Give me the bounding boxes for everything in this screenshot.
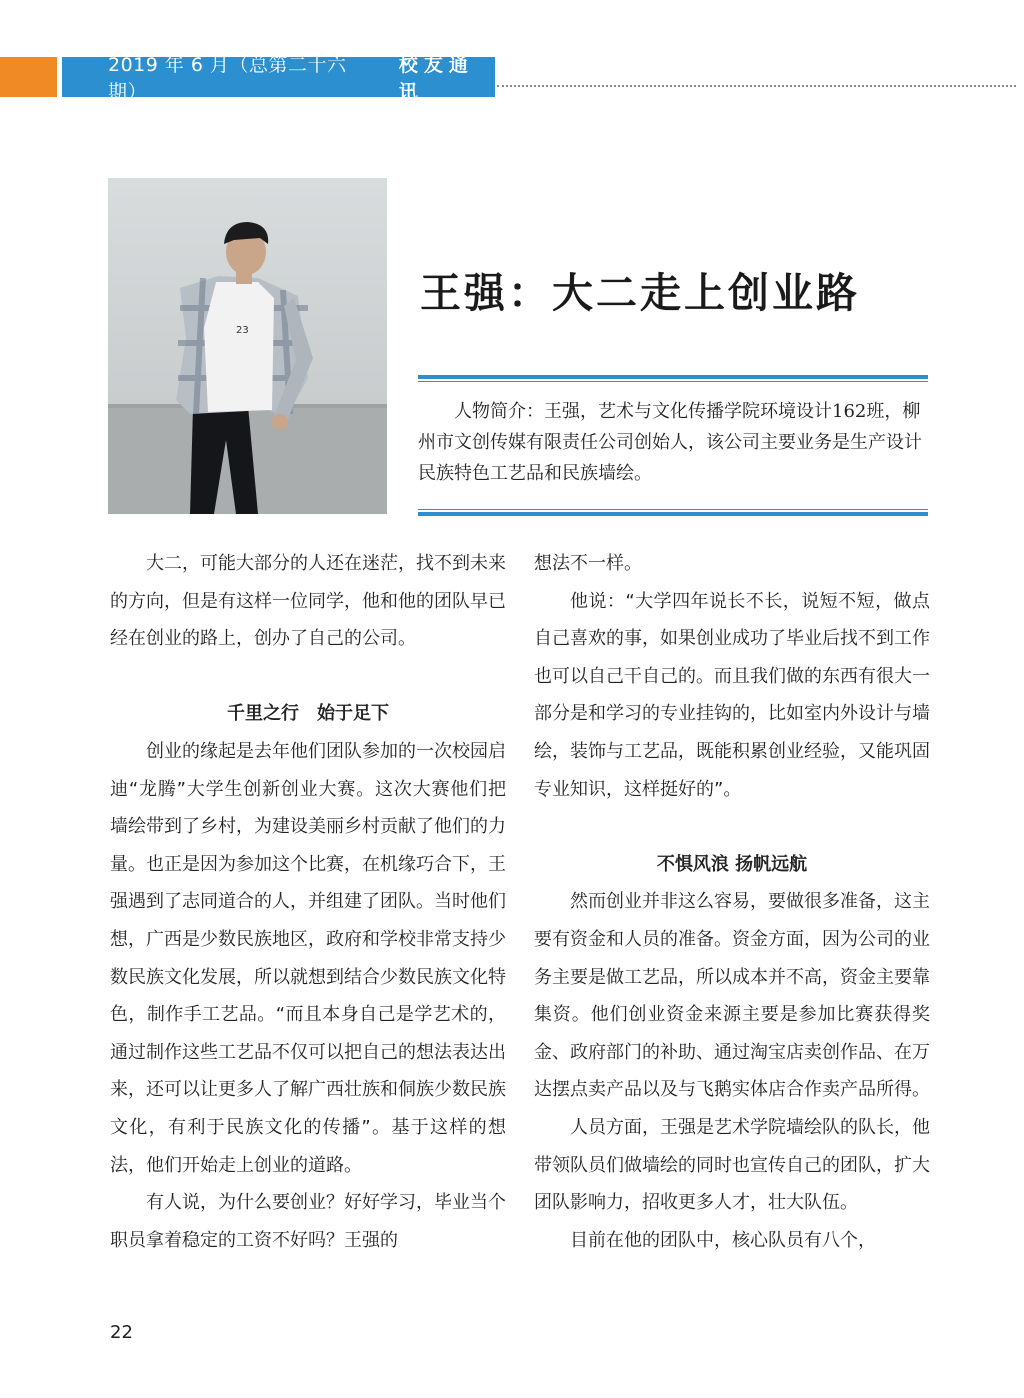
bio-box [418,396,928,489]
profile-photo [108,178,387,514]
paragraph: 想法不一样。 [534,553,642,574]
shirt-number: 23 [236,325,249,336]
paragraph: 人员方面，王强是艺术学院墙绘队的队长，他带领队员们做墙绘的同时也宣传自己的团队，扩大团队影响力，招收更多人才，壮大队伍。 [534,1116,930,1214]
bio-text: 王强，艺术与文化传播学院环境设计162班，柳州市文创传媒有限责任公司创始人，该公司主要业务是生产设计民族特色工艺品和民族墙绘。 [418,401,922,484]
paragraph: 有人说，为什么要创业？好好学习，毕业当个职员拿着稳定的工资不好吗？王强的 [110,1192,506,1251]
page-number: 22 [110,1322,133,1343]
section-heading: 千里之行 始于足下 [227,703,389,725]
paragraph: 他说：“大学四年说长不长，说短不短，做点自己喜欢的事，如果创业成功了毕业后找不到工作也可以自己干自己的。而且我们做的东西有很大一部分是和学习的专业挂钩的，比如室内外设计与墙绘，装饰与工艺品，既能积累创业经验，又能巩固专业知识，这样挺好的”。 [534,590,930,800]
bio-label: 人物简介： [454,401,544,422]
article-title: 王强：大二走上创业路 [420,269,860,317]
section-heading: 不惧风浪 扬帆远航 [656,853,808,875]
publication-name: 校友通讯 [398,54,474,103]
header-dotted-rule [497,85,1016,87]
paragraph: 创业的缘起是去年他们团队参加的一次校园启迪“龙腾”大学生创新创业大赛。这次大赛他们把墙绘带到了乡村，为建设美丽乡村贡献了他们的力量。也正是因为参加这个比赛，在机缘巧合下，王强遇到了志同道合的人，并组建了团队。当时他们想，广西是少数民族地区，政府和学校非常支持少数民族文化发展，所以就想到结合少数民族文化特色，制作手工艺品。“而且本身自己是学艺术的，通过制作这些工艺品不仅可以把自己的想法表达出来，还可以让更多人了解广西壮族和侗族少数民族文化，有利于民族文化的传播”。基于这样的想法，他们开始走上创业的道路。 [110,740,506,1176]
right-column [534,545,930,1259]
header-bar [62,54,495,103]
header-orange-block [0,57,57,97]
bio-top-rule [418,375,928,382]
paragraph: 目前在他的团队中，核心队员有八个， [570,1229,876,1251]
paragraph: 然而创业并非这么容易，要做很多准备，这主要有资金和人员的准备。资金方面，因为公司的业务主要是做工艺品，所以成本并不高，资金主要靠集资。他们创业资金来源主要是参加比赛获得奖金、政府部门的补助、通过淘宝店卖创作品、在万达摆点卖产品以及与飞鹅实体店合作卖产品所得。 [534,891,930,1101]
left-column [110,545,506,1259]
issue-label: 2019 年 6 月（总第二十六期） [108,54,347,103]
bio-bottom-rule [418,509,928,516]
paragraph: 大二，可能大部分的人还在迷茫，找不到未来的方向，但是有这样一位同学，他和他的团队早已经在创业的路上，创办了自己的公司。 [110,553,506,650]
